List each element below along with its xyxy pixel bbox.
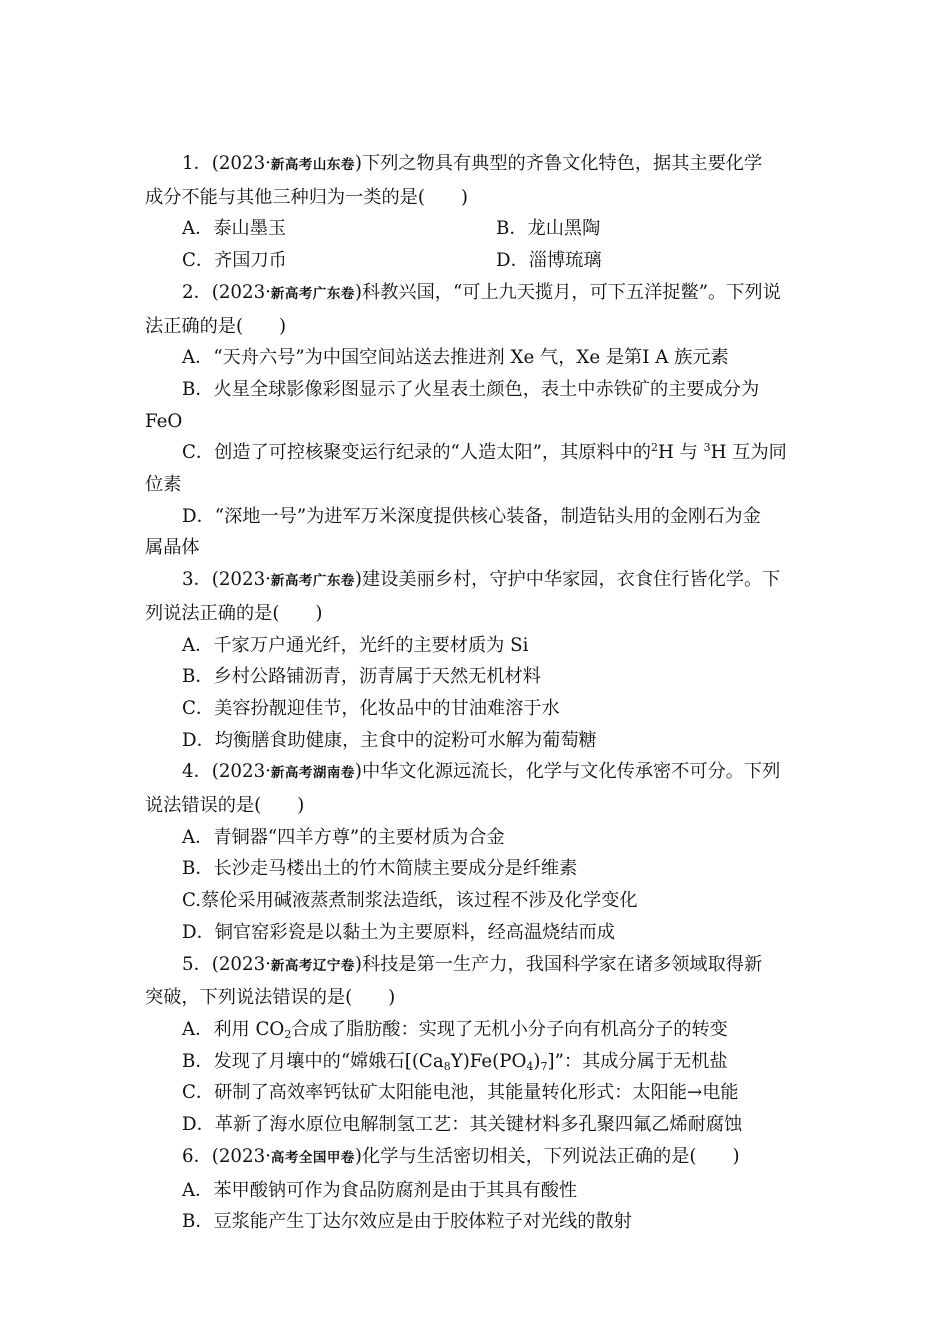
option-b: B．火星全球影像彩图显示了火星表土颜色，表土中赤铁矿的主要成分为 xyxy=(182,378,760,400)
option-a: A．泰山墨玉 xyxy=(182,218,287,240)
exam-source: 新高考湖南卷 xyxy=(270,765,355,782)
question-page xyxy=(145,148,810,1238)
question-2 xyxy=(145,277,810,564)
exam-source: 高考全国甲卷 xyxy=(270,1149,355,1166)
option-c: C．美容扮靓迎佳节，化妆品中的甘油难溶于水 xyxy=(182,697,560,719)
question-stem-cont: 列说法正确的是( ) xyxy=(145,602,323,624)
question-stem: 3．(2023·新高考广东卷)建设美丽乡村，守护中华家园，衣食住行皆化学。下 xyxy=(182,569,781,591)
question-5 xyxy=(145,949,810,1141)
option-b: B．长沙走马楼出土的竹木简牍主要成分是纤维素 xyxy=(182,858,578,880)
option-c: C．齐国刀币 xyxy=(182,250,287,272)
question-stem: 5．(2023·新高考辽宁卷)科技是第一生产力，我国科学家在诸多领域取得新 xyxy=(182,953,763,975)
question-3 xyxy=(145,564,810,756)
option-a: A．利用 $CO_2$合成了脂肪酸：实现了无机小分子向有机高分子的转变 xyxy=(182,1018,728,1041)
question-stem-cont: 成分不能与其他三种归为一类的是( ) xyxy=(145,186,469,208)
question-stem-cont: 法正确的是( ) xyxy=(145,315,287,337)
question-stem: 2．(2023·新高考广东卷)科教兴国，“可上九天揽月，可下五洋捉鳖”。下列说 xyxy=(182,281,781,303)
exam-source: 新高考山东卷 xyxy=(270,157,355,173)
option-b: B．乡村公路铺沥青，沥青属于天然无机材料 xyxy=(182,666,541,688)
option-a: A．苯甲酸钠可作为食品防腐剂是由于其具有酸性 xyxy=(182,1179,578,1201)
option-d: D．铜官窑彩瓷是以黏土为主要原料，经高温烧结而成 xyxy=(182,921,615,943)
question-stem-cont: 说法错误的是( ) xyxy=(145,795,305,817)
option-c: C.蔡伦采用碱液蒸煮制浆法造纸，该过程不涉及化学变化 xyxy=(182,890,638,912)
question-stem: 1．(2023·新高考山东卷)下列之物具有典型的齐鲁文化特色，据其主要化学 xyxy=(182,153,763,174)
option-a: A．千家万户通光纤，光纤的主要材质为 Si xyxy=(182,634,529,656)
question-4 xyxy=(145,756,810,948)
option-b: B．龙山黑陶 xyxy=(496,218,601,240)
option-c: C．创造了可控核聚变运行纪录的“人造太阳”，其原料中的$^2$H 与 $^3$H 互为同 xyxy=(182,441,787,464)
option-d: D．均衡膳食助健康，主食中的淀粉可水解为葡萄糖 xyxy=(182,729,597,751)
option-a: A．青铜器“四羊方尊”的主要材质为合金 xyxy=(182,826,505,848)
exam-source: 新高考广东卷 xyxy=(270,573,355,590)
exam-source: 新高考辽宁卷 xyxy=(270,957,355,974)
question-6 xyxy=(145,1141,810,1238)
option-d: D．“深地一号”为进军万米深度提供核心装备，制造钻头用的金刚石为金 xyxy=(182,505,761,527)
option-c-cont: 位素 xyxy=(145,474,182,496)
option-b: B．豆浆能产生丁达尔效应是由于胶体粒子对光线的散射 xyxy=(182,1211,632,1233)
option-b: B．发现了月壤中的“嫦娥石$[(Ca_8Y)Fe(PO_4)_7]$”：其成分属于无机盐 xyxy=(182,1050,728,1073)
option-row xyxy=(145,213,810,245)
question-stem: 4．(2023·新高考湖南卷)中华文化源远流长，化学与文化传承密不可分。下列 xyxy=(182,761,781,783)
option-a: A．“天舟六号”为中国空间站送去推进剂 Xe 气，Xe 是第Ⅰ A 族元素 xyxy=(182,347,729,369)
question-stem: 6．(2023·高考全国甲卷)化学与生活密切相关，下列说法正确的是( ) xyxy=(182,1145,740,1167)
option-row xyxy=(145,245,810,277)
option-d-cont: 属晶体 xyxy=(145,537,200,559)
option-d: D．革新了海水原位电解制氢工艺：其关键材料多孔聚四氟乙烯耐腐蚀 xyxy=(182,1114,743,1136)
option-c: C．研制了高效率钙钛矿太阳能电池，其能量转化形式：太阳能→电能 xyxy=(182,1082,739,1104)
option-b-cont: FeO xyxy=(145,410,183,432)
question-1 xyxy=(145,148,810,277)
question-stem-cont: 突破，下列说法错误的是( ) xyxy=(145,987,396,1009)
exam-source: 新高考广东卷 xyxy=(270,285,355,302)
option-d: D．淄博琉璃 xyxy=(496,250,602,272)
